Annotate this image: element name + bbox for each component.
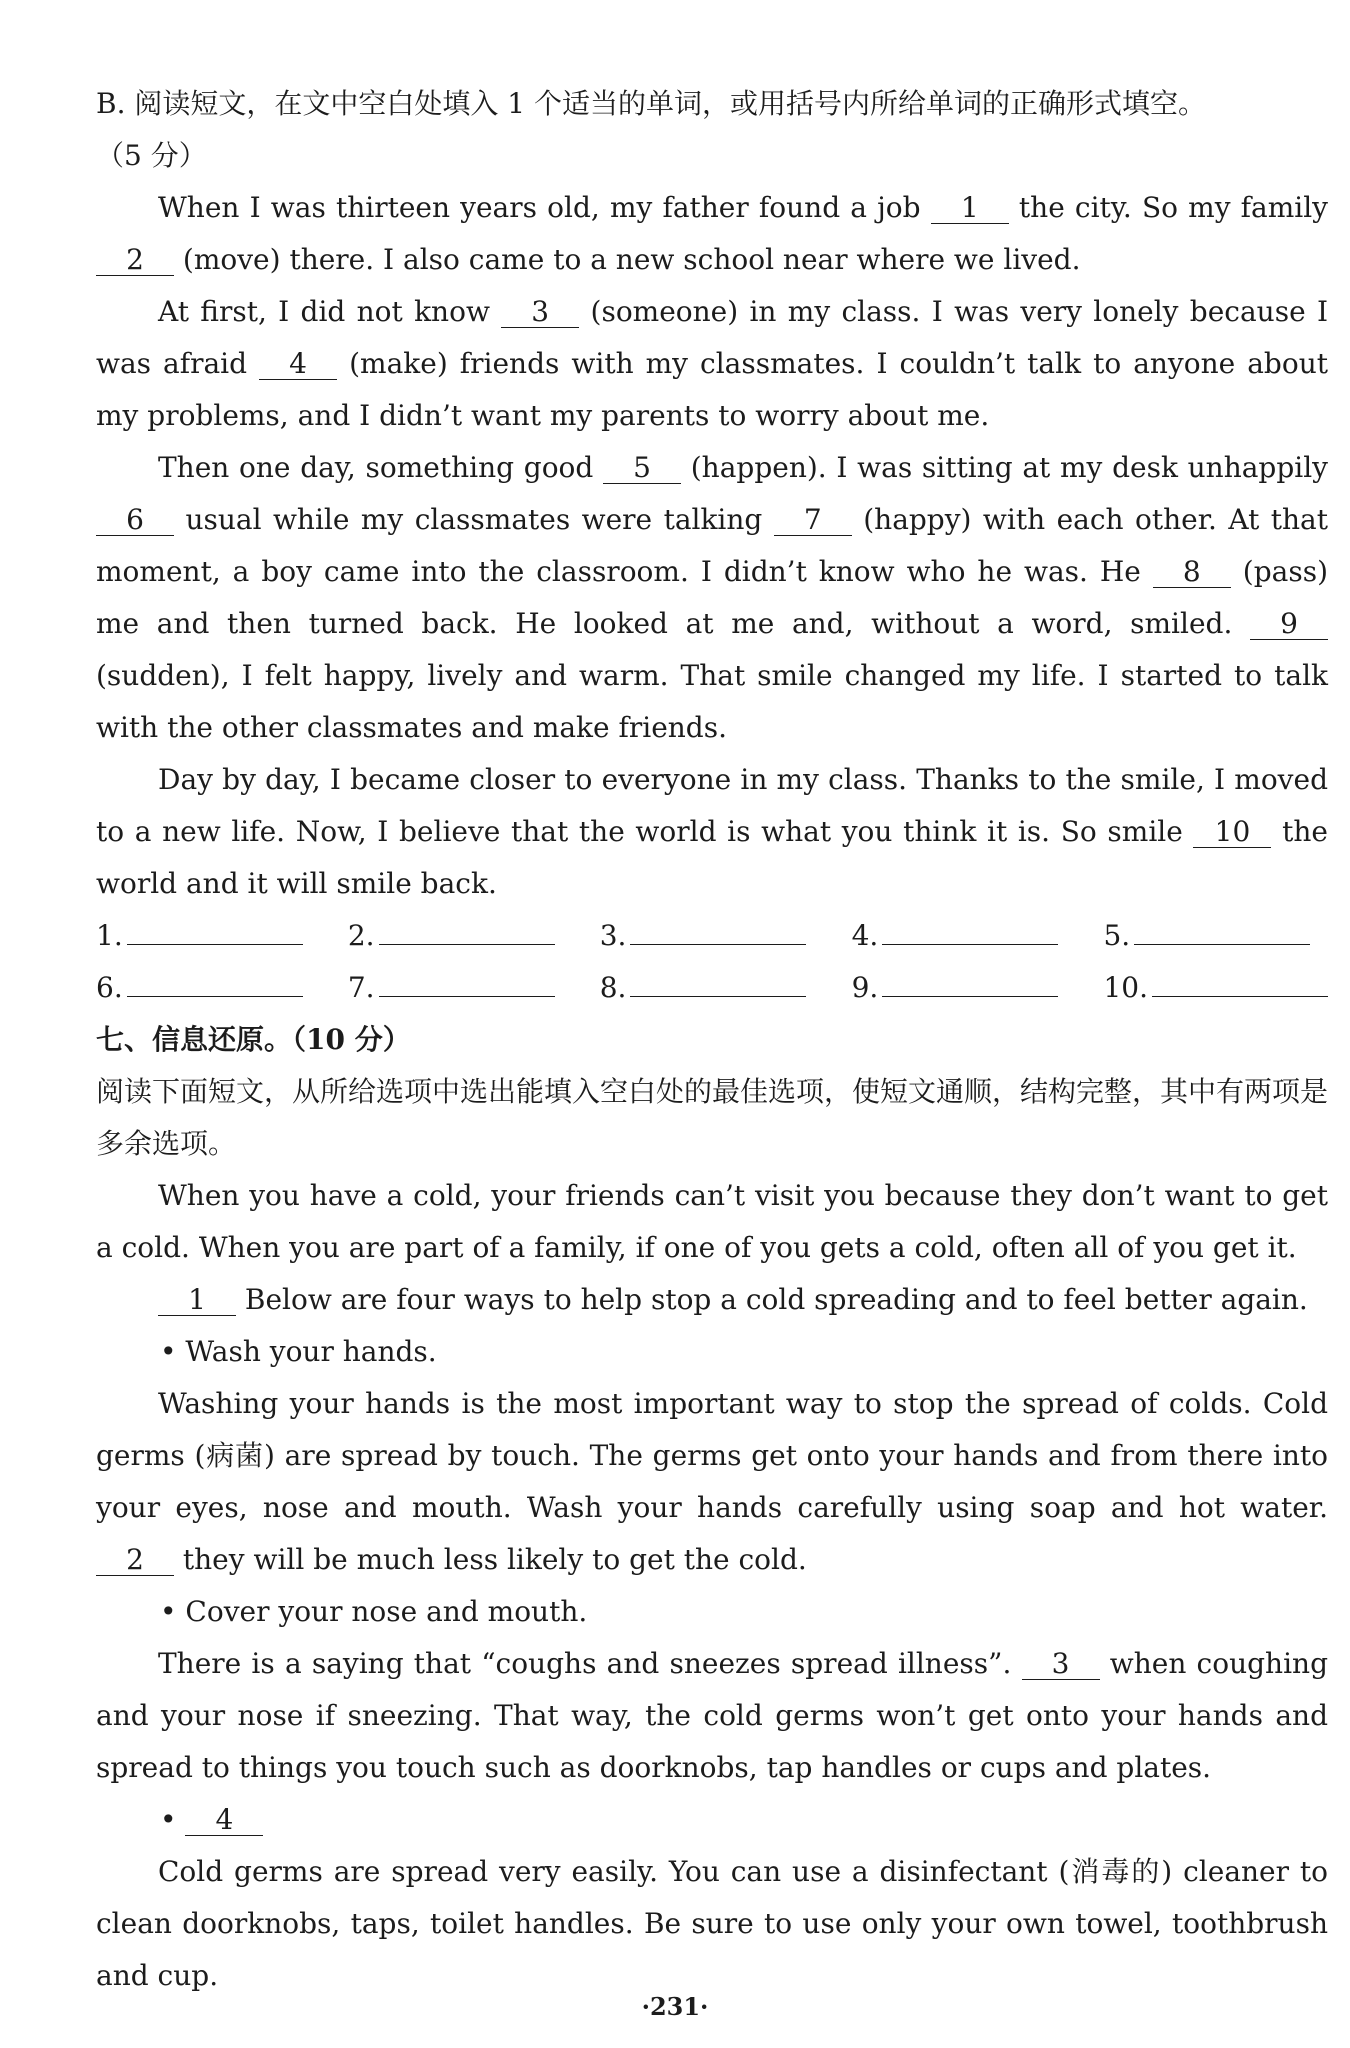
text: (happen). I was sitting at my desk unhappily bbox=[681, 451, 1328, 484]
text: the world and it will smile back. bbox=[96, 815, 1328, 900]
answer-6[interactable] bbox=[96, 962, 320, 1014]
answer-label: 7. bbox=[347, 971, 375, 1004]
answer-line[interactable] bbox=[630, 914, 806, 945]
text: (make) friends with my classmates. I couldn’t talk to anyone about my problems, and I didn’t want my parents to worry about me. bbox=[96, 347, 1328, 432]
blank-1: 1 bbox=[931, 193, 1009, 224]
answer-lines bbox=[96, 910, 1328, 1014]
answer-label: 1. bbox=[96, 919, 123, 952]
blank-2: 2 bbox=[96, 245, 174, 276]
blank-7-4: 4 bbox=[185, 1805, 263, 1836]
answer-10[interactable] bbox=[1103, 962, 1328, 1014]
answer-4[interactable] bbox=[852, 910, 1076, 962]
passage-b-paragraph-3 bbox=[96, 442, 1328, 754]
passage-b-paragraph-1 bbox=[96, 182, 1328, 286]
passage-7-paragraph-2 bbox=[96, 1274, 1328, 1326]
answer-1[interactable] bbox=[96, 910, 320, 962]
passage-b-paragraph-2 bbox=[96, 286, 1328, 442]
blank-7-2: 2 bbox=[96, 1545, 174, 1576]
bullet-blank-4 bbox=[96, 1794, 1328, 1846]
answer-label: 8. bbox=[599, 971, 627, 1004]
blank-7-3: 3 bbox=[1022, 1649, 1100, 1680]
passage-7-paragraph-1: When you have a cold, your friends can’t visit you because they don’t want to get a cold. When you are part of a family, if one of you gets a cold, often all of you get it. bbox=[96, 1179, 1328, 1264]
answer-line[interactable] bbox=[379, 914, 555, 945]
blank-9: 9 bbox=[1250, 609, 1328, 640]
answer-line[interactable] bbox=[630, 966, 806, 997]
bullet-wash-hands: • Wash your hands. bbox=[160, 1335, 437, 1368]
answer-9[interactable] bbox=[852, 962, 1076, 1014]
section-7-heading: 七、信息还原。（10 分） bbox=[96, 1023, 411, 1056]
answer-label: 2. bbox=[347, 919, 375, 952]
answer-line[interactable] bbox=[882, 966, 1058, 997]
answer-label: 6. bbox=[96, 971, 123, 1004]
answer-label: 9. bbox=[851, 971, 879, 1004]
answer-label: 3. bbox=[599, 919, 627, 952]
text: At first, I did not know bbox=[158, 295, 502, 328]
bullet-cover-nose: • Cover your nose and mouth. bbox=[160, 1595, 588, 1628]
text: (someone) in my class. I was very lonely because I was afraid bbox=[96, 295, 1329, 380]
text: (happy) with each other. At that moment, a boy came into the classroom. I didn’t know who he was. He bbox=[96, 503, 1328, 588]
blank-6: 6 bbox=[96, 505, 174, 536]
blank-10: 10 bbox=[1193, 817, 1271, 848]
text: (pass) me and then turned back. He looked at me and, without a word, smiled. bbox=[96, 555, 1328, 640]
content bbox=[96, 78, 1328, 2002]
answer-line[interactable] bbox=[127, 966, 303, 997]
text: There is a saying that “coughs and sneezes spread illness”. bbox=[158, 1647, 1022, 1680]
answer-2[interactable] bbox=[348, 910, 572, 962]
passage-b-paragraph-4 bbox=[96, 754, 1328, 910]
text: the city. So my family bbox=[1008, 191, 1328, 224]
text: Washing your hands is the most important way to stop the spread of colds. Cold germs (病菌) are spread by touch. The germs get onto your hands and from there into your eyes, nose and mouth. Wash your hands carefully using soap and hot water. bbox=[96, 1387, 1328, 1524]
blank-7-1: 1 bbox=[158, 1285, 236, 1316]
answer-label: 5. bbox=[1103, 919, 1131, 952]
answer-3[interactable] bbox=[600, 910, 824, 962]
answer-line[interactable] bbox=[127, 914, 303, 945]
page-number: ·231· bbox=[641, 1992, 709, 2021]
answer-line[interactable] bbox=[882, 914, 1058, 945]
text: Below are four ways to help stop a cold spreading and to feel better again. bbox=[236, 1283, 1308, 1316]
bullet-dot: • bbox=[160, 1803, 186, 1836]
text: usual while my classmates were talking bbox=[174, 503, 774, 536]
blank-3: 3 bbox=[501, 297, 579, 328]
section-b-instruction bbox=[96, 78, 1328, 182]
passage-7-paragraph-5: Cold germs are spread very easily. You can use a disinfectant (消毒的) cleaner to clean doorknobs, taps, toilet handles. Be sure to use only your own towel, toothbrush and cup. bbox=[96, 1855, 1328, 1992]
answer-line[interactable] bbox=[1152, 966, 1328, 997]
section-b-score: （5 分） bbox=[96, 139, 207, 172]
text: they will be much less likely to get the cold. bbox=[174, 1543, 807, 1576]
blank-8: 8 bbox=[1153, 557, 1231, 588]
text: (sudden), I felt happy, lively and warm. That smile changed my life. I started to talk with the other classmates and make friends. bbox=[96, 659, 1328, 744]
section-b-instruction-line1: B. 阅读短文，在文中空白处填入 1 个适当的单词，或用括号内所给单词的正确形式填空。 bbox=[96, 87, 1206, 120]
text: Day by day, I became closer to everyone in my class. Thanks to the smile, I moved to a new life. Now, I believe that the world is what you think it is. So smile bbox=[96, 763, 1328, 848]
answer-7[interactable] bbox=[348, 962, 572, 1014]
blank-5: 5 bbox=[603, 453, 681, 484]
answer-line[interactable] bbox=[1134, 914, 1310, 945]
text: Then one day, something good bbox=[158, 451, 604, 484]
text: when coughing and your nose if sneezing. That way, the cold germs won’t get onto your hands and spread to things you touch such as doorknobs, tap handles or cups and plates. bbox=[96, 1647, 1328, 1784]
passage-7-paragraph-3 bbox=[96, 1378, 1328, 1586]
blank-4: 4 bbox=[259, 349, 337, 380]
blank-7: 7 bbox=[774, 505, 852, 536]
answer-5[interactable] bbox=[1103, 910, 1328, 962]
passage-7-paragraph-4 bbox=[96, 1638, 1328, 1794]
text: (move) there. I also came to a new school near where we lived. bbox=[174, 243, 1081, 276]
answer-line[interactable] bbox=[379, 966, 555, 997]
answer-label: 4. bbox=[851, 919, 879, 952]
section-7-instruction: 阅读下面短文，从所给选项中选出能填入空白处的最佳选项，使短文通顺，结构完整，其中有两项是多余选项。 bbox=[96, 1075, 1329, 1160]
answer-8[interactable] bbox=[600, 962, 824, 1014]
answer-label: 10. bbox=[1103, 971, 1148, 1004]
text: When I was thirteen years old, my father found a job bbox=[158, 191, 931, 224]
